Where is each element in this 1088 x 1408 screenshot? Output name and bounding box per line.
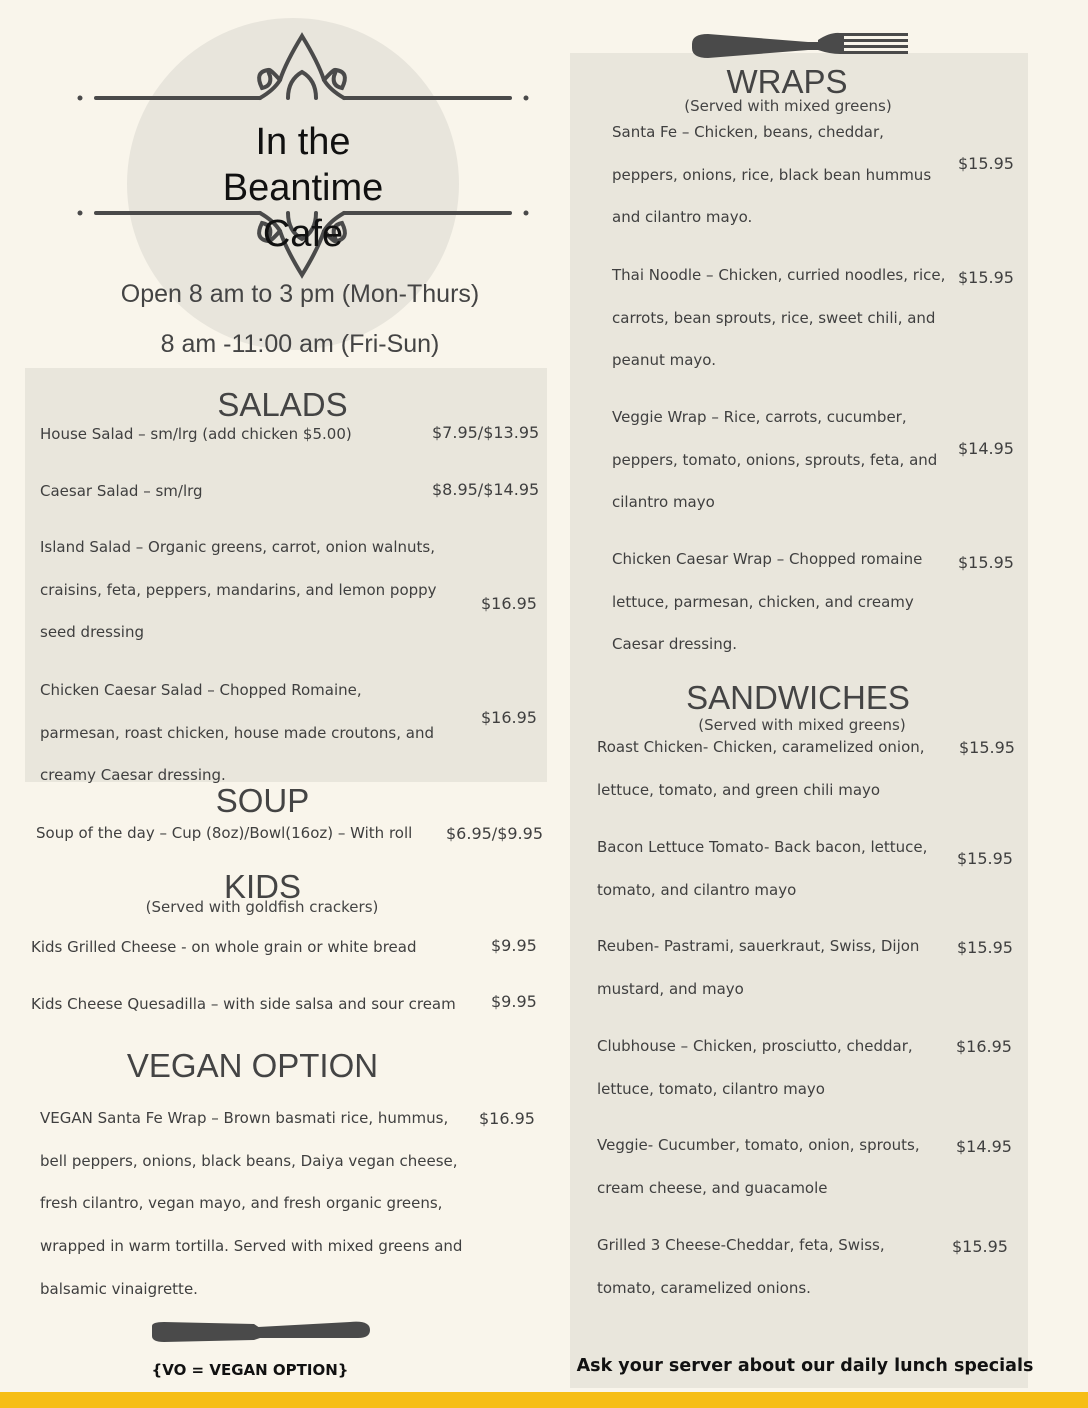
vegan-heading: VEGAN OPTION xyxy=(126,1047,379,1084)
salad-item-name: House Salad – sm/lrg (add chicken $5.00) xyxy=(40,425,352,443)
sandwich-item-price: $15.95 xyxy=(957,938,1013,957)
sandwich-item-price: $15.95 xyxy=(957,849,1013,868)
vegan-note: {VO = VEGAN OPTION} xyxy=(151,1361,349,1379)
salad-item-name: Island Salad – Organic greens, carrot, onion walnuts, craisins, feta, peppers, mandarins, and lemon poppy seed dressing xyxy=(40,538,437,642)
sandwiches-subheading: (Served with mixed greens) xyxy=(698,716,906,734)
wrap-item-name: Chicken Caesar Wrap – Chopped romaine lettuce, parmesan, chicken, and creamy Caesar dressing. xyxy=(612,550,923,654)
cafe-title: In the Beantime Cafe xyxy=(222,121,384,255)
wraps-subheading: (Served with mixed greens) xyxy=(684,97,892,115)
sandwich-item-name: Grilled 3 Cheese-Cheddar, feta, Swiss, tomato, caramelized onions. xyxy=(597,1236,885,1297)
daily-specials-note: Ask your server about our daily lunch specials xyxy=(576,1356,1034,1376)
soup-heading: SOUP xyxy=(215,782,310,819)
wrap-item-name: Veggie Wrap – Rice, carrots, cucumber, peppers, tomato, onions, sprouts, feta, and cilantro mayo xyxy=(612,408,938,512)
sandwich-item-price: $15.95 xyxy=(959,738,1015,757)
hours-weekend: 8 am -11:00 am (Fri-Sun) xyxy=(160,330,440,358)
vegan-item-price: $16.95 xyxy=(479,1109,535,1128)
kids-item-price: $9.95 xyxy=(491,936,537,955)
sandwich-item-name: Veggie- Cucumber, tomato, onion, sprouts, cream cheese, and guacamole xyxy=(597,1136,920,1197)
salad-item-name: Chicken Caesar Salad – Chopped Romaine, parmesan, roast chicken, house made croutons, and creamy Caesar dressing. xyxy=(40,681,434,785)
kids-item-name: Kids Cheese Quesadilla – with side salsa and sour cream xyxy=(31,995,456,1013)
sandwich-item-price: $15.95 xyxy=(952,1237,1008,1256)
salad-item-price: $16.95 xyxy=(481,708,537,727)
salad-item-price: $16.95 xyxy=(481,594,537,613)
wrap-item-name: Santa Fe – Chicken, beans, cheddar, peppers, onions, rice, black bean hummus and cilantro mayo. xyxy=(612,123,932,227)
wrap-item-price: $15.95 xyxy=(958,154,1014,173)
salad-item-name: Caesar Salad – sm/lrg xyxy=(40,482,203,500)
vegan-item-name: VEGAN Santa Fe Wrap – Brown basmati rice, hummus, bell peppers, onions, black beans, Daiya vegan cheese, fresh cilantro, vegan mayo, and fresh organic greens, wrapped in warm tortilla. Served with mixed greens and balsamic vinaigrette. xyxy=(40,1109,463,1298)
sandwich-item-price: $14.95 xyxy=(956,1137,1012,1156)
sandwich-item-price: $16.95 xyxy=(956,1037,1012,1056)
scroll-ornament-top xyxy=(74,32,534,107)
sandwiches-heading: SANDWICHES xyxy=(686,679,910,716)
sandwich-item-name: Bacon Lettuce Tomato- Back bacon, lettuce, tomato, and cilantro mayo xyxy=(597,838,928,899)
salads-heading: SALADS xyxy=(217,386,348,423)
kids-item-price: $9.95 xyxy=(491,992,537,1011)
knife-icon xyxy=(150,1318,374,1346)
salad-item-price: $7.95/$13.95 xyxy=(432,423,540,442)
wrap-item-price: $15.95 xyxy=(958,268,1014,287)
salad-item-price: $8.95/$14.95 xyxy=(432,480,540,499)
soup-item-price: $6.95/$9.95 xyxy=(446,824,543,843)
bottom-bar xyxy=(0,1392,1088,1408)
kids-heading: KIDS xyxy=(223,868,302,905)
kids-subheading: (Served with goldfish crackers) xyxy=(145,898,379,916)
wrap-item-name: Thai Noodle – Chicken, curried noodles, rice, carrots, bean sprouts, rice, sweet chili, and peanut mayo. xyxy=(612,266,946,370)
sandwich-item-name: Roast Chicken- Chicken, caramelized onion, lettuce, tomato, and green chili mayo xyxy=(597,738,925,799)
soup-item-name: Soup of the day – Cup (8oz)/Bowl(16oz) – With roll xyxy=(36,824,413,842)
wrap-item-price: $14.95 xyxy=(958,439,1014,458)
sandwich-item-name: Reuben- Pastrami, sauerkraut, Swiss, Dijon mustard, and mayo xyxy=(597,937,920,998)
kids-item-name: Kids Grilled Cheese - on whole grain or white bread xyxy=(31,938,417,956)
wrap-item-price: $15.95 xyxy=(958,553,1014,572)
sandwich-item-name: Clubhouse – Chicken, prosciutto, cheddar, lettuce, tomato, cilantro mayo xyxy=(597,1037,913,1098)
hours-weekdays: Open 8 am to 3 pm (Mon-Thurs) xyxy=(120,280,480,308)
fork-icon xyxy=(688,30,910,64)
wraps-heading: WRAPS xyxy=(726,63,848,100)
